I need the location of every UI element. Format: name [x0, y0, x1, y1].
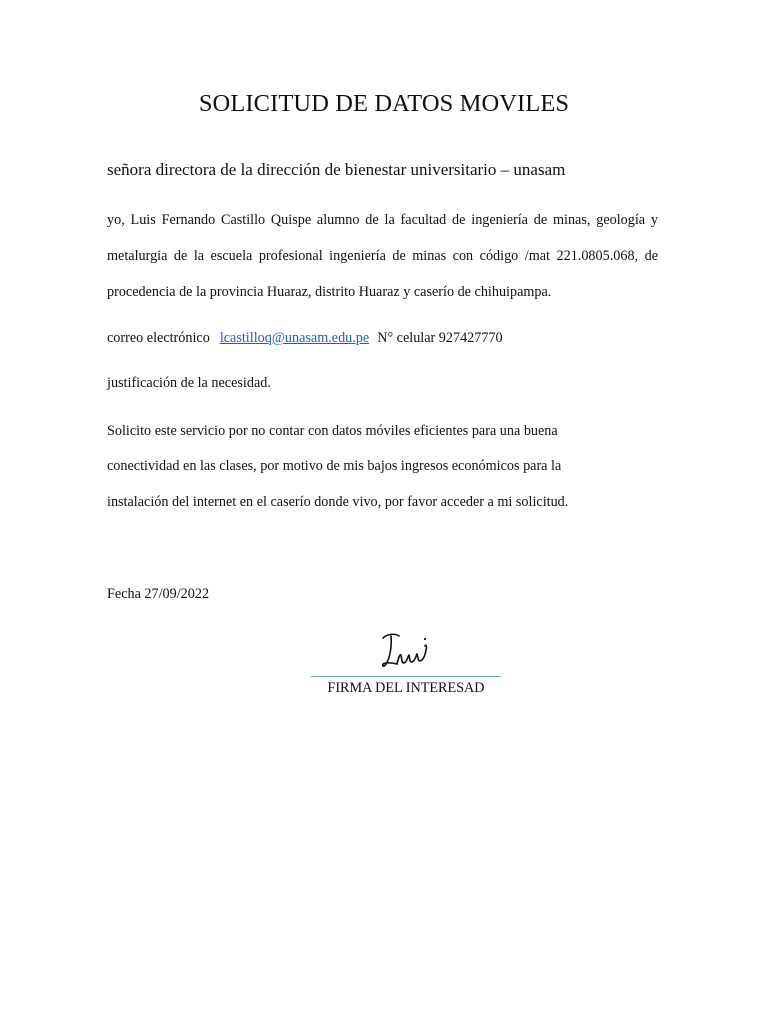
justification-heading: justificación de la necesidad. — [107, 375, 271, 391]
justification-line-2: conectividad en las clases, por motivo de mis bajos ingresos económicos para la — [107, 458, 562, 474]
phone-label: N° celular 927427770 — [377, 330, 503, 346]
email-link[interactable]: lcastilloq@unasam.edu.pe — [219, 330, 370, 346]
intro-line-3: procedencia de la provincia Huaraz, distrito Huaraz y caserío de chihuipampa. — [107, 284, 552, 300]
contact-line — [107, 330, 503, 347]
handwritten-signature — [377, 628, 437, 674]
justification-line-3: instalación del internet en el caserío donde vivo, por favor acceder a mi solicitud. — [107, 494, 569, 510]
intro-line-2: metalurgia de la escuela profesional ingeniería de minas con código /mat 221.0805.068, de — [107, 248, 658, 264]
signature-block — [311, 628, 501, 700]
email-label: correo electrónico — [107, 330, 210, 346]
intro-line-1: yo, Luis Fernando Castillo Quispe alumno de la facultad de ingeniería de minas, geología y — [107, 212, 658, 228]
justification-line-1: Solicito este servicio por no contar con datos móviles eficientes para una buena — [107, 423, 558, 439]
salutation: señora directora de la dirección de bienestar universitario – unasam — [107, 160, 566, 179]
document-title: SOLICITUD DE DATOS MOVILES — [198, 90, 570, 117]
signature-caption: FIRMA DEL INTERESAD — [327, 680, 485, 696]
date-line: Fecha 27/09/2022 — [107, 586, 210, 602]
signature-line — [311, 676, 501, 677]
